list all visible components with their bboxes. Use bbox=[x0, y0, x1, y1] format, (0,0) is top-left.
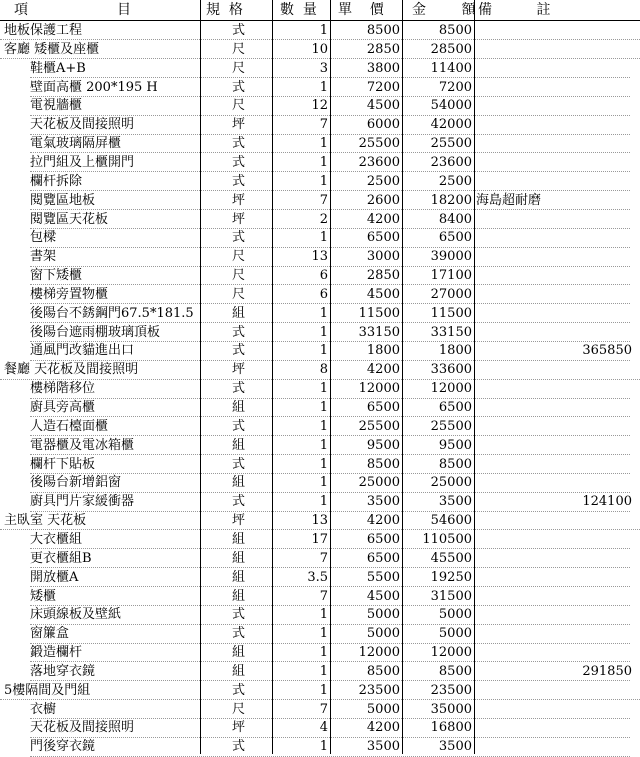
row-qty: 6 bbox=[319, 268, 328, 284]
row-price: 4500 bbox=[366, 98, 400, 114]
table-row bbox=[0, 247, 640, 266]
row-qty: 1 bbox=[319, 136, 328, 152]
row-subtotal bbox=[520, 455, 632, 474]
row-unit: 尺 bbox=[232, 41, 246, 57]
row-price: 8500 bbox=[366, 23, 400, 38]
row-subtotal bbox=[520, 134, 632, 153]
row-item: 天花板及間接照明 bbox=[30, 117, 135, 133]
row-item: 後陽台不銹鋼門67.5*181.5 bbox=[30, 305, 194, 321]
row-amount: 8400 bbox=[438, 211, 472, 227]
row-item: 客廳 矮櫃及座櫃 bbox=[4, 41, 100, 57]
row-price: 12000 bbox=[358, 381, 400, 397]
row-unit: 坪 bbox=[232, 211, 246, 227]
row-price: 8500 bbox=[366, 663, 400, 679]
row-item: 窗簾盒 bbox=[30, 626, 70, 642]
row-subtotal bbox=[520, 718, 632, 737]
row-subtotal bbox=[520, 643, 632, 662]
row-amount: 17100 bbox=[430, 268, 472, 284]
row-qty: 1 bbox=[319, 607, 328, 623]
row-amount: 54000 bbox=[430, 98, 472, 114]
table-row bbox=[0, 587, 640, 606]
row-amount: 11500 bbox=[430, 305, 472, 321]
row-qty: 1 bbox=[319, 400, 328, 415]
table-row bbox=[0, 266, 640, 285]
row-unit: 組 bbox=[232, 569, 246, 585]
row-amount: 19250 bbox=[430, 569, 472, 585]
row-subtotal bbox=[520, 153, 632, 172]
row-qty: 4 bbox=[319, 720, 328, 736]
table-row bbox=[0, 379, 640, 398]
table-row bbox=[0, 21, 640, 40]
row-price: 23600 bbox=[358, 154, 400, 170]
row-item: 樓梯旁置物櫃 bbox=[30, 286, 109, 302]
row-unit: 式 bbox=[232, 230, 246, 246]
row-price: 25000 bbox=[358, 475, 400, 491]
row-subtotal: 365850 bbox=[582, 343, 632, 359]
row-price: 4200 bbox=[366, 720, 400, 736]
header-item: 項 目 bbox=[14, 2, 132, 18]
row-price: 3800 bbox=[366, 60, 400, 76]
table-row bbox=[0, 455, 640, 474]
row-unit: 組 bbox=[232, 663, 246, 679]
row-amount: 3500 bbox=[438, 739, 472, 755]
row-unit: 尺 bbox=[232, 249, 246, 265]
header-price: 單 價 bbox=[338, 2, 384, 18]
row-subtotal bbox=[520, 59, 632, 78]
table-row bbox=[0, 285, 640, 304]
row-item: 欄杆拆除 bbox=[30, 173, 83, 189]
row-qty: 3 bbox=[319, 60, 328, 76]
table-row bbox=[0, 662, 640, 681]
row-amount: 2500 bbox=[438, 173, 472, 189]
row-amount: 16800 bbox=[430, 720, 472, 736]
row-unit: 式 bbox=[232, 494, 246, 510]
row-subtotal bbox=[520, 511, 632, 530]
row-unit: 坪 bbox=[232, 513, 246, 529]
row-subtotal bbox=[520, 247, 632, 266]
table-row bbox=[0, 40, 640, 59]
row-item: 包樑 bbox=[30, 230, 57, 246]
row-qty: 1 bbox=[319, 343, 328, 359]
header-qty: 數 量 bbox=[280, 2, 317, 18]
row-qty: 7 bbox=[319, 117, 328, 133]
row-subtotal bbox=[520, 266, 632, 285]
row-price: 6000 bbox=[366, 117, 400, 133]
row-amount: 110500 bbox=[422, 531, 472, 547]
row-price: 4500 bbox=[366, 286, 400, 302]
row-amount: 7200 bbox=[438, 79, 472, 95]
row-qty: 1 bbox=[319, 626, 328, 642]
table-row bbox=[0, 700, 640, 719]
row-amount: 45500 bbox=[430, 550, 472, 566]
row-item: 地板保護工程 bbox=[4, 23, 83, 38]
row-item: 書架 bbox=[30, 249, 57, 265]
row-amount: 42000 bbox=[430, 117, 472, 133]
row-unit: 組 bbox=[232, 588, 246, 604]
table-row bbox=[0, 643, 640, 662]
row-amount: 18200 bbox=[430, 192, 472, 208]
row-unit: 式 bbox=[232, 418, 246, 434]
row-amount: 8500 bbox=[438, 456, 472, 472]
header-note: 備 註 bbox=[478, 2, 551, 18]
row-subtotal bbox=[520, 228, 632, 247]
row-item: 廚具門片家緩衝器 bbox=[30, 494, 135, 510]
row-qty: 8 bbox=[319, 362, 328, 378]
row-price: 23500 bbox=[358, 682, 400, 698]
row-unit: 尺 bbox=[232, 60, 246, 76]
row-qty: 1 bbox=[319, 305, 328, 321]
row-item: 閱覽區地板 bbox=[30, 192, 96, 208]
table-row bbox=[0, 115, 640, 134]
row-amount: 25500 bbox=[430, 136, 472, 152]
row-subtotal bbox=[520, 624, 632, 643]
row-unit: 式 bbox=[232, 23, 246, 38]
row-price: 8500 bbox=[366, 456, 400, 472]
row-subtotal bbox=[520, 191, 632, 210]
row-qty: 1 bbox=[319, 418, 328, 434]
table-row bbox=[0, 436, 640, 455]
row-subtotal bbox=[520, 323, 632, 342]
row-subtotal bbox=[520, 360, 632, 379]
row-price: 4500 bbox=[366, 588, 400, 604]
row-item: 閱覽區天花板 bbox=[30, 211, 109, 227]
row-item: 窗下矮櫃 bbox=[30, 268, 83, 284]
row-price: 5000 bbox=[366, 607, 400, 623]
row-item: 電氣玻璃隔屏櫃 bbox=[30, 136, 122, 152]
table-row bbox=[0, 341, 640, 360]
row-amount: 33150 bbox=[430, 324, 472, 340]
row-unit: 坪 bbox=[232, 362, 246, 378]
row-price: 5500 bbox=[366, 569, 400, 585]
row-subtotal bbox=[520, 78, 632, 97]
row-subtotal bbox=[520, 304, 632, 323]
row-amount: 6500 bbox=[438, 400, 472, 415]
table-row bbox=[0, 417, 640, 436]
row-subtotal: 124100 bbox=[582, 494, 632, 510]
row-unit: 式 bbox=[232, 381, 246, 397]
row-amount: 35000 bbox=[430, 701, 472, 717]
row-amount: 12000 bbox=[430, 381, 472, 397]
row-item: 矮櫃 bbox=[30, 588, 57, 604]
row-subtotal: 291850 bbox=[582, 663, 632, 679]
row-price: 2500 bbox=[366, 173, 400, 189]
row-qty: 13 bbox=[311, 513, 328, 529]
row-amount: 39000 bbox=[430, 249, 472, 265]
row-unit: 坪 bbox=[232, 117, 246, 133]
row-subtotal bbox=[520, 549, 632, 568]
row-price: 1800 bbox=[366, 343, 400, 359]
row-item: 床頭線板及壁紙 bbox=[30, 607, 122, 623]
row-amount: 27000 bbox=[430, 286, 472, 302]
row-qty: 1 bbox=[319, 494, 328, 510]
row-item: 主臥室 天花板 bbox=[4, 513, 87, 529]
row-qty: 1 bbox=[319, 154, 328, 170]
row-unit: 組 bbox=[232, 305, 246, 321]
row-qty: 12 bbox=[311, 98, 328, 114]
row-subtotal bbox=[520, 681, 632, 700]
table-row bbox=[0, 78, 640, 97]
row-item: 後陽台遮雨棚玻璃頂板 bbox=[30, 324, 161, 340]
row-qty: 1 bbox=[319, 173, 328, 189]
row-unit: 尺 bbox=[232, 701, 246, 717]
row-amount: 28500 bbox=[430, 41, 472, 57]
row-price: 5000 bbox=[366, 701, 400, 717]
row-unit: 式 bbox=[232, 136, 246, 152]
row-subtotal bbox=[520, 700, 632, 719]
row-qty: 7 bbox=[319, 701, 328, 717]
row-price: 4200 bbox=[366, 362, 400, 378]
row-qty: 10 bbox=[311, 41, 328, 57]
header-amount: 金 額 bbox=[412, 2, 476, 18]
row-qty: 1 bbox=[319, 230, 328, 246]
row-subtotal bbox=[520, 587, 632, 606]
row-amount: 11400 bbox=[430, 60, 472, 76]
row-item: 5樓隔間及門組 bbox=[4, 682, 91, 698]
row-amount: 5000 bbox=[438, 626, 472, 642]
row-qty: 1 bbox=[319, 682, 328, 698]
row-qty: 2 bbox=[319, 211, 328, 227]
row-qty: 1 bbox=[319, 663, 328, 679]
table-row bbox=[0, 191, 640, 210]
row-price: 2600 bbox=[366, 192, 400, 208]
row-item: 樓梯階移位 bbox=[30, 381, 96, 397]
row-item: 大衣櫃組 bbox=[30, 531, 83, 547]
row-item: 壁面高櫃 200*195 H bbox=[30, 79, 158, 95]
row-unit: 組 bbox=[232, 437, 246, 453]
row-price: 25500 bbox=[358, 418, 400, 434]
row-amount: 54600 bbox=[430, 513, 472, 529]
row-price: 2850 bbox=[366, 41, 400, 57]
row-unit: 尺 bbox=[232, 268, 246, 284]
table-row bbox=[0, 323, 640, 342]
row-amount: 23600 bbox=[430, 154, 472, 170]
row-subtotal bbox=[520, 737, 632, 756]
row-qty: 1 bbox=[319, 456, 328, 472]
row-item: 廚具旁高櫃 bbox=[30, 400, 96, 415]
table-row bbox=[0, 511, 640, 530]
header-spec: 規 格 bbox=[206, 2, 243, 18]
row-item: 門後穿衣鏡 bbox=[30, 739, 96, 755]
row-item: 衣櫥 bbox=[30, 701, 57, 717]
row-item: 欄杆下貼板 bbox=[30, 456, 96, 472]
row-qty: 17 bbox=[311, 531, 328, 547]
row-item: 電器櫃及電冰箱櫃 bbox=[30, 437, 135, 453]
row-price: 9500 bbox=[366, 437, 400, 453]
row-unit: 式 bbox=[232, 173, 246, 189]
row-unit: 式 bbox=[232, 343, 246, 359]
row-amount: 23500 bbox=[430, 682, 472, 698]
row-subtotal bbox=[520, 115, 632, 134]
table-row bbox=[0, 172, 640, 191]
row-qty: 1 bbox=[319, 324, 328, 340]
row-price: 33150 bbox=[358, 324, 400, 340]
row-unit: 式 bbox=[232, 739, 246, 755]
row-item: 電視牆櫃 bbox=[30, 98, 83, 114]
row-note: 海島超耐磨 bbox=[476, 192, 542, 208]
row-subtotal bbox=[520, 172, 632, 191]
table-row bbox=[0, 473, 640, 492]
row-qty: 1 bbox=[319, 23, 328, 38]
table-row bbox=[0, 210, 640, 229]
row-unit: 尺 bbox=[232, 286, 246, 302]
row-qty: 3.5 bbox=[307, 569, 328, 585]
row-unit: 坪 bbox=[232, 192, 246, 208]
row-unit: 坪 bbox=[232, 720, 246, 736]
row-qty: 7 bbox=[319, 588, 328, 604]
row-subtotal bbox=[520, 530, 632, 549]
row-price: 4200 bbox=[366, 513, 400, 529]
row-qty: 1 bbox=[319, 475, 328, 491]
row-item: 餐廳 天花板及間接照明 bbox=[4, 362, 139, 378]
table-row bbox=[0, 360, 640, 379]
row-qty: 7 bbox=[319, 192, 328, 208]
row-amount: 6500 bbox=[438, 230, 472, 246]
row-unit: 尺 bbox=[232, 98, 246, 114]
row-unit: 式 bbox=[232, 456, 246, 472]
row-price: 3500 bbox=[366, 494, 400, 510]
row-item: 開放櫃A bbox=[30, 569, 79, 585]
table-row bbox=[0, 228, 640, 247]
row-unit: 式 bbox=[232, 154, 246, 170]
table-header bbox=[0, 0, 640, 21]
row-amount: 12000 bbox=[430, 645, 472, 661]
row-qty: 6 bbox=[319, 286, 328, 302]
row-price: 11500 bbox=[358, 305, 400, 321]
table-row bbox=[0, 530, 640, 549]
row-subtotal bbox=[520, 210, 632, 229]
table-row bbox=[0, 605, 640, 624]
row-amount: 9500 bbox=[438, 437, 472, 453]
row-subtotal bbox=[520, 285, 632, 304]
row-item: 後陽台新增鋁窗 bbox=[30, 475, 122, 491]
row-price: 2850 bbox=[366, 268, 400, 284]
row-qty: 1 bbox=[319, 79, 328, 95]
table-row bbox=[0, 96, 640, 115]
table-row bbox=[0, 398, 640, 417]
row-unit: 式 bbox=[232, 682, 246, 698]
row-unit: 組 bbox=[232, 550, 246, 566]
row-item: 鍛造欄杆 bbox=[30, 645, 83, 661]
table-row bbox=[0, 59, 640, 78]
row-item: 更衣櫃組B bbox=[30, 550, 92, 566]
row-amount: 8500 bbox=[438, 23, 472, 38]
table-row bbox=[0, 134, 640, 153]
table-row bbox=[0, 549, 640, 568]
row-unit: 組 bbox=[232, 531, 246, 547]
row-subtotal bbox=[520, 417, 632, 436]
row-subtotal bbox=[520, 21, 632, 40]
row-subtotal bbox=[520, 473, 632, 492]
row-subtotal bbox=[520, 96, 632, 115]
row-price: 5000 bbox=[366, 626, 400, 642]
row-amount: 5000 bbox=[438, 607, 472, 623]
table-row bbox=[0, 718, 640, 737]
row-qty: 1 bbox=[319, 381, 328, 397]
row-qty: 1 bbox=[319, 645, 328, 661]
row-item: 落地穿衣鏡 bbox=[30, 663, 96, 679]
table-row bbox=[0, 153, 640, 172]
row-price: 12000 bbox=[358, 645, 400, 661]
row-price: 6500 bbox=[366, 531, 400, 547]
table-row bbox=[0, 492, 640, 511]
row-price: 25500 bbox=[358, 136, 400, 152]
row-price: 7200 bbox=[366, 79, 400, 95]
row-subtotal bbox=[520, 398, 632, 417]
row-qty: 1 bbox=[319, 739, 328, 755]
row-price: 3500 bbox=[366, 739, 400, 755]
row-unit: 式 bbox=[232, 79, 246, 95]
table-row bbox=[0, 624, 640, 643]
row-price: 6500 bbox=[366, 550, 400, 566]
row-amount: 8500 bbox=[438, 663, 472, 679]
row-item: 人造石檯面櫃 bbox=[30, 418, 109, 434]
row-subtotal bbox=[520, 379, 632, 398]
row-subtotal bbox=[520, 40, 632, 59]
row-unit: 組 bbox=[232, 645, 246, 661]
row-unit: 式 bbox=[232, 626, 246, 642]
row-amount: 31500 bbox=[430, 588, 472, 604]
row-unit: 式 bbox=[232, 607, 246, 623]
row-item: 鞋櫃A+B bbox=[30, 60, 86, 76]
row-subtotal bbox=[520, 605, 632, 624]
row-unit: 組 bbox=[232, 400, 246, 415]
row-amount: 25000 bbox=[430, 475, 472, 491]
row-price: 3000 bbox=[366, 249, 400, 265]
table-row bbox=[0, 304, 640, 323]
row-price: 6500 bbox=[366, 230, 400, 246]
row-price: 4200 bbox=[366, 211, 400, 227]
row-unit: 式 bbox=[232, 324, 246, 340]
row-amount: 3500 bbox=[438, 494, 472, 510]
row-qty: 1 bbox=[319, 437, 328, 453]
table-row bbox=[0, 681, 640, 700]
row-item: 天花板及間接照明 bbox=[30, 720, 135, 736]
row-unit: 組 bbox=[232, 475, 246, 491]
row-qty: 13 bbox=[311, 249, 328, 265]
row-subtotal bbox=[520, 436, 632, 455]
row-item: 拉門組及上櫃開門 bbox=[30, 154, 135, 170]
row-amount: 25500 bbox=[430, 418, 472, 434]
row-amount: 33600 bbox=[430, 362, 472, 378]
row-amount: 1800 bbox=[438, 343, 472, 359]
row-qty: 7 bbox=[319, 550, 328, 566]
row-price: 6500 bbox=[366, 400, 400, 415]
row-item: 通風門改貓進出口 bbox=[30, 343, 135, 359]
table-row bbox=[0, 568, 640, 587]
row-subtotal bbox=[520, 568, 632, 587]
